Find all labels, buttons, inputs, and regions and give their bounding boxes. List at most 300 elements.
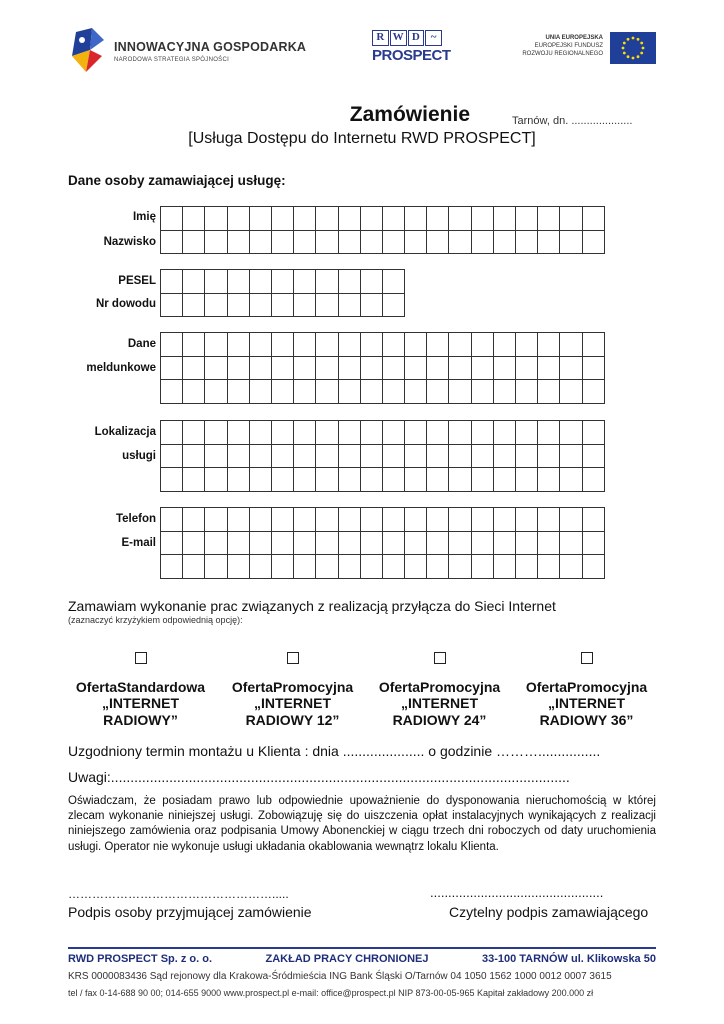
grid-cell[interactable] (271, 421, 293, 445)
grid-cell[interactable] (294, 508, 316, 532)
grid-cell[interactable] (338, 468, 360, 492)
grid-cell[interactable] (338, 270, 360, 294)
grid-cell[interactable] (538, 531, 560, 555)
offer-option (513, 651, 660, 729)
label-email: E-mail (121, 537, 156, 549)
grid-cell[interactable] (271, 356, 293, 380)
grid-cell[interactable] (161, 380, 183, 404)
grid-cell[interactable] (560, 444, 582, 468)
grid-cell[interactable] (161, 270, 183, 294)
grid-cell[interactable] (271, 333, 293, 357)
label-id-number: Nr dowodu (95, 298, 156, 310)
grid-cell[interactable] (316, 270, 338, 294)
footer-divider (68, 947, 656, 949)
grid-cell[interactable] (405, 421, 427, 445)
grid-row (161, 468, 605, 492)
grid-row (161, 555, 605, 579)
grid-cell[interactable] (294, 207, 316, 231)
grid-cell[interactable] (227, 293, 249, 317)
grid-cell[interactable] (471, 555, 493, 579)
grid-cell[interactable] (161, 333, 183, 357)
grid-cell[interactable] (249, 531, 271, 555)
installation-term-field[interactable]: Uzgodniony termin montażu u Klienta : dnia ..................... o godzinie ………................ (68, 743, 601, 759)
grid-cell[interactable] (294, 380, 316, 404)
grid-cell[interactable] (183, 356, 205, 380)
grid-cell[interactable] (582, 333, 604, 357)
grid-cell[interactable] (338, 230, 360, 254)
grid-cell[interactable] (227, 421, 249, 445)
grid-cell[interactable] (183, 444, 205, 468)
grid-cell[interactable] (161, 356, 183, 380)
grid-cell[interactable] (471, 468, 493, 492)
grid-cell[interactable] (227, 230, 249, 254)
grid-cell[interactable] (294, 555, 316, 579)
grid-cell[interactable] (427, 207, 449, 231)
grid-cell[interactable] (271, 270, 293, 294)
eu-line1: UNIA EUROPEJSKA (545, 35, 603, 41)
grid-cell[interactable] (271, 444, 293, 468)
grid-cell[interactable] (405, 508, 427, 532)
grid-cell[interactable] (205, 508, 227, 532)
rwd-name: PROSPECT (372, 47, 451, 64)
grid-cell[interactable] (338, 356, 360, 380)
grid-cell[interactable] (271, 380, 293, 404)
date-field[interactable]: Tarnów, dn. .................... (512, 115, 633, 127)
grid-cell[interactable] (382, 380, 404, 404)
grid-cell[interactable] (560, 356, 582, 380)
grid-cell[interactable] (249, 293, 271, 317)
grid-cell[interactable] (205, 421, 227, 445)
grid-cell[interactable] (271, 230, 293, 254)
grid-cell[interactable] (516, 421, 538, 445)
grid-cell[interactable] (538, 207, 560, 231)
grid-cell[interactable] (449, 444, 471, 468)
offer-checkbox[interactable] (434, 652, 446, 664)
grid-cell[interactable] (338, 531, 360, 555)
grid-cell[interactable] (560, 333, 582, 357)
offer-line: RADIOWY 24” (392, 712, 487, 728)
grid-cell[interactable] (560, 555, 582, 579)
grid-cell[interactable] (471, 421, 493, 445)
grid-cell[interactable] (582, 444, 604, 468)
location-grid[interactable] (160, 420, 605, 492)
grid-cell[interactable] (360, 531, 382, 555)
grid-cell[interactable] (316, 468, 338, 492)
grid-cell[interactable] (449, 356, 471, 380)
offer-line: RADIOWY” (103, 712, 178, 728)
grid-cell[interactable] (405, 468, 427, 492)
offer-title: OfertaPromocyjna (378, 679, 501, 695)
grid-cell[interactable] (516, 333, 538, 357)
grid-cell[interactable] (382, 293, 404, 317)
grid-cell[interactable] (560, 380, 582, 404)
grid-cell[interactable] (382, 421, 404, 445)
grid-cell[interactable] (405, 531, 427, 555)
grid-cell[interactable] (449, 230, 471, 254)
signature-line-left[interactable]: ……………………………………………..... (68, 887, 289, 901)
declaration-text: Oświadczam, że posiadam prawo lub odpowiednie upoważnienie do dysponowania nieruchomością w której zlecam wykonanie niniejszej usługi. Zobowiązuję się do uiszczenia opłat instalacyjnych wynikających z realizacji niniejszego zamówienia oraz podpisania Umowy Abonenckiej w ciągu trzech dni roboczych od daty uruchomienia usługi. Operator nie wykonuje usługi układania okablowania wewnątrz lokalu Klienta. (68, 795, 656, 853)
grid-cell[interactable] (316, 333, 338, 357)
grid-cell[interactable] (249, 555, 271, 579)
pesel-id-grid[interactable] (160, 269, 405, 317)
grid-cell[interactable] (249, 468, 271, 492)
grid-cell[interactable] (471, 207, 493, 231)
grid-cell[interactable] (360, 380, 382, 404)
offer-line: „INTERNET (102, 695, 179, 711)
grid-cell[interactable] (516, 207, 538, 231)
grid-cell[interactable] (183, 531, 205, 555)
grid-cell[interactable] (582, 531, 604, 555)
eu-line3: ROZWOJU REGIONALNEGO (522, 51, 603, 57)
grid-cell[interactable] (405, 380, 427, 404)
grid-cell[interactable] (516, 555, 538, 579)
grid-cell[interactable] (427, 333, 449, 357)
rwd-letter: R (372, 30, 389, 46)
grid-cell[interactable] (382, 356, 404, 380)
ig-title: INNOWACYJNA GOSPODARKA (114, 40, 307, 54)
grid-cell[interactable] (471, 333, 493, 357)
grid-cell[interactable] (183, 293, 205, 317)
offer-checkbox[interactable] (581, 652, 593, 664)
grid-cell[interactable] (516, 531, 538, 555)
grid-cell[interactable] (338, 555, 360, 579)
grid-cell[interactable] (382, 468, 404, 492)
contact-grid[interactable] (160, 507, 605, 579)
grid-cell[interactable] (294, 444, 316, 468)
grid-cell[interactable] (582, 356, 604, 380)
footer-company: RWD PROSPECT Sp. z o. o. (68, 953, 213, 965)
offer-checkbox[interactable] (135, 652, 147, 664)
grid-cell[interactable] (560, 468, 582, 492)
grid-cell[interactable] (471, 531, 493, 555)
grid-cell[interactable] (582, 207, 604, 231)
grid-cell[interactable] (360, 333, 382, 357)
grid-cell[interactable] (427, 356, 449, 380)
label-address-line2: meldunkowe (86, 362, 156, 374)
grid-cell[interactable] (205, 380, 227, 404)
offer-checkbox[interactable] (287, 652, 299, 664)
rwd-letter: ~ (425, 30, 442, 46)
grid-cell[interactable] (205, 444, 227, 468)
grid-cell[interactable] (316, 555, 338, 579)
grid-cell[interactable] (360, 230, 382, 254)
eu-line2: EUROPEJSKI FUNDUSZ (534, 43, 603, 49)
grid-cell[interactable] (360, 555, 382, 579)
grid-cell[interactable] (249, 270, 271, 294)
grid-cell[interactable] (427, 555, 449, 579)
grid-cell[interactable] (560, 508, 582, 532)
grid-cell[interactable] (405, 333, 427, 357)
grid-cell[interactable] (493, 421, 515, 445)
grid-cell[interactable] (493, 555, 515, 579)
grid-cell[interactable] (316, 230, 338, 254)
grid-cell[interactable] (493, 444, 515, 468)
grid-cell[interactable] (538, 444, 560, 468)
grid-cell[interactable] (560, 421, 582, 445)
grid-cell[interactable] (427, 380, 449, 404)
grid-cell[interactable] (471, 508, 493, 532)
grid-cell[interactable] (205, 207, 227, 231)
grid-row (161, 508, 605, 532)
grid-cell[interactable] (582, 555, 604, 579)
grid-cell[interactable] (249, 380, 271, 404)
grid-cell[interactable] (205, 230, 227, 254)
grid-cell[interactable] (271, 293, 293, 317)
grid-cell[interactable] (205, 270, 227, 294)
grid-cell[interactable] (294, 293, 316, 317)
grid-cell[interactable] (427, 468, 449, 492)
grid-cell[interactable] (493, 468, 515, 492)
grid-cell[interactable] (538, 380, 560, 404)
grid-cell[interactable] (449, 468, 471, 492)
grid-cell[interactable] (449, 333, 471, 357)
grid-cell[interactable] (316, 508, 338, 532)
grid-cell[interactable] (271, 508, 293, 532)
label-address-line1: Dane (127, 338, 156, 350)
grid-cell[interactable] (161, 508, 183, 532)
grid-cell[interactable] (538, 230, 560, 254)
grid-row (161, 421, 605, 445)
grid-cell[interactable] (382, 508, 404, 532)
grid-cell[interactable] (249, 230, 271, 254)
grid-cell[interactable] (582, 380, 604, 404)
rwd-letter: D (408, 30, 425, 46)
grid-cell[interactable] (183, 333, 205, 357)
grid-cell[interactable] (360, 356, 382, 380)
innowacyjna-gospodarka-logo (68, 26, 308, 76)
grid-cell[interactable] (538, 468, 560, 492)
grid-cell[interactable] (227, 207, 249, 231)
grid-cell[interactable] (582, 468, 604, 492)
remarks-field[interactable]: Uwagi:...................................................................................................................... (68, 769, 570, 785)
label-last-name: Nazwisko (103, 236, 156, 248)
grid-cell[interactable] (294, 421, 316, 445)
grid-cell[interactable] (382, 531, 404, 555)
grid-cell[interactable] (338, 207, 360, 231)
label-location-line2: usługi (122, 450, 156, 462)
grid-cell[interactable] (205, 293, 227, 317)
grid-cell[interactable] (427, 508, 449, 532)
grid-cell[interactable] (205, 531, 227, 555)
grid-cell[interactable] (516, 468, 538, 492)
grid-cell[interactable] (183, 380, 205, 404)
grid-cell[interactable] (493, 230, 515, 254)
grid-cell[interactable] (316, 531, 338, 555)
grid-cell[interactable] (338, 421, 360, 445)
grid-cell[interactable] (471, 380, 493, 404)
grid-cell[interactable] (183, 508, 205, 532)
grid-cell[interactable] (516, 380, 538, 404)
grid-cell[interactable] (249, 207, 271, 231)
grid-cell[interactable] (294, 531, 316, 555)
label-pesel: PESEL (118, 275, 156, 287)
offer-line: RADIOWY 36” (539, 712, 634, 728)
grid-cell[interactable] (205, 468, 227, 492)
grid-cell[interactable] (360, 421, 382, 445)
grid-cell[interactable] (382, 270, 404, 294)
grid-cell[interactable] (538, 508, 560, 532)
grid-cell[interactable] (471, 230, 493, 254)
grid-cell[interactable] (227, 270, 249, 294)
grid-cell[interactable] (405, 555, 427, 579)
offer-option (67, 651, 214, 729)
order-text: Zamawiam wykonanie prac związanych z realizacją przyłącza do Sieci Internet (68, 598, 556, 614)
grid-cell[interactable] (227, 356, 249, 380)
grid-cell[interactable] (405, 230, 427, 254)
grid-cell[interactable] (449, 531, 471, 555)
grid-cell[interactable] (449, 207, 471, 231)
grid-cell[interactable] (360, 207, 382, 231)
grid-cell[interactable] (516, 508, 538, 532)
grid-cell[interactable] (405, 207, 427, 231)
grid-cell[interactable] (227, 444, 249, 468)
grid-cell[interactable] (183, 555, 205, 579)
grid-cell[interactable] (493, 380, 515, 404)
grid-cell[interactable] (205, 356, 227, 380)
offer-line: „INTERNET (254, 695, 331, 711)
grid-cell[interactable] (382, 230, 404, 254)
grid-cell[interactable] (161, 230, 183, 254)
grid-cell[interactable] (227, 380, 249, 404)
section-heading: Dane osoby zamawiającej usługę: (68, 173, 286, 188)
grid-cell[interactable] (316, 356, 338, 380)
grid-cell[interactable] (271, 531, 293, 555)
grid-cell[interactable] (582, 508, 604, 532)
signature-line-right[interactable]: ................................................ (430, 885, 604, 900)
grid-cell[interactable] (493, 333, 515, 357)
label-location-line1: Lokalizacja (94, 426, 156, 438)
grid-cell[interactable] (449, 555, 471, 579)
grid-cell[interactable] (249, 356, 271, 380)
grid-cell[interactable] (205, 555, 227, 579)
grid-cell[interactable] (360, 468, 382, 492)
grid-cell[interactable] (294, 356, 316, 380)
grid-cell[interactable] (538, 421, 560, 445)
grid-cell[interactable] (338, 333, 360, 357)
grid-cell[interactable] (161, 207, 183, 231)
grid-cell[interactable] (449, 421, 471, 445)
grid-cell[interactable] (227, 333, 249, 357)
grid-cell[interactable] (183, 230, 205, 254)
grid-cell[interactable] (493, 356, 515, 380)
grid-cell[interactable] (161, 421, 183, 445)
grid-cell[interactable] (316, 293, 338, 317)
grid-cell[interactable] (516, 356, 538, 380)
grid-cell[interactable] (471, 356, 493, 380)
grid-cell[interactable] (493, 207, 515, 231)
grid-cell[interactable] (382, 444, 404, 468)
grid-cell[interactable] (271, 207, 293, 231)
grid-cell[interactable] (161, 555, 183, 579)
grid-cell[interactable] (471, 444, 493, 468)
grid-cell[interactable] (538, 555, 560, 579)
grid-cell[interactable] (227, 555, 249, 579)
name-grid[interactable] (160, 206, 605, 254)
grid-cell[interactable] (271, 468, 293, 492)
grid-cell[interactable] (427, 444, 449, 468)
grid-cell[interactable] (449, 508, 471, 532)
grid-cell[interactable] (316, 421, 338, 445)
grid-cell[interactable] (294, 230, 316, 254)
grid-cell[interactable] (161, 444, 183, 468)
grid-cell[interactable] (249, 421, 271, 445)
ig-subtitle: NARODOWA STRATEGIA SPÓJNOŚCI (114, 57, 230, 63)
grid-cell[interactable] (294, 333, 316, 357)
grid-cell[interactable] (360, 444, 382, 468)
grid-cell[interactable] (582, 230, 604, 254)
offer-line: „INTERNET (401, 695, 478, 711)
grid-cell[interactable] (382, 555, 404, 579)
grid-cell[interactable] (427, 230, 449, 254)
grid-cell[interactable] (360, 293, 382, 317)
grid-cell[interactable] (449, 380, 471, 404)
grid-cell[interactable] (493, 508, 515, 532)
grid-cell[interactable] (338, 508, 360, 532)
grid-cell[interactable] (294, 270, 316, 294)
grid-cell[interactable] (405, 356, 427, 380)
grid-cell[interactable] (294, 468, 316, 492)
footer-registration: KRS 0000083436 Sąd rejonowy dla Krakowa-Śródmieścia ING Bank Śląski O/Tarnów 04 1050 1562 1000 0012 0007 3615 (68, 971, 612, 982)
grid-cell[interactable] (183, 207, 205, 231)
grid-cell[interactable] (493, 531, 515, 555)
grid-cell[interactable] (316, 444, 338, 468)
grid-cell[interactable] (427, 421, 449, 445)
grid-cell[interactable] (582, 421, 604, 445)
offer-line: RADIOWY 12” (245, 712, 340, 728)
grid-cell[interactable] (338, 293, 360, 317)
grid-cell[interactable] (249, 508, 271, 532)
grid-cell[interactable] (183, 468, 205, 492)
grid-cell[interactable] (227, 531, 249, 555)
grid-cell[interactable] (316, 207, 338, 231)
grid-cell[interactable] (161, 293, 183, 317)
grid-row (161, 207, 605, 231)
grid-cell[interactable] (560, 230, 582, 254)
grid-cell[interactable] (161, 531, 183, 555)
address-grid[interactable] (160, 332, 605, 404)
grid-cell[interactable] (271, 555, 293, 579)
offer-option (219, 651, 366, 729)
eu-flag-icon (610, 32, 656, 64)
grid-cell[interactable] (382, 207, 404, 231)
grid-cell[interactable] (360, 508, 382, 532)
rwd-letter: W (390, 30, 407, 46)
grid-cell[interactable] (405, 444, 427, 468)
grid-cell[interactable] (516, 444, 538, 468)
footer-address: 33-100 TARNÓW ul. Klikowska 50 (481, 953, 656, 965)
grid-cell[interactable] (516, 230, 538, 254)
grid-cell[interactable] (338, 444, 360, 468)
grid-cell[interactable] (249, 333, 271, 357)
grid-cell[interactable] (382, 333, 404, 357)
grid-cell[interactable] (249, 444, 271, 468)
grid-cell[interactable] (538, 333, 560, 357)
rwd-prospect-logo (372, 30, 451, 70)
grid-cell[interactable] (227, 508, 249, 532)
grid-cell[interactable] (205, 333, 227, 357)
grid-cell[interactable] (183, 270, 205, 294)
grid-cell[interactable] (316, 380, 338, 404)
grid-cell[interactable] (360, 270, 382, 294)
grid-cell[interactable] (183, 421, 205, 445)
grid-cell[interactable] (338, 380, 360, 404)
grid-cell[interactable] (538, 356, 560, 380)
grid-cell[interactable] (227, 468, 249, 492)
grid-cell[interactable] (161, 468, 183, 492)
grid-cell[interactable] (560, 207, 582, 231)
grid-cell[interactable] (427, 531, 449, 555)
grid-cell[interactable] (560, 531, 582, 555)
